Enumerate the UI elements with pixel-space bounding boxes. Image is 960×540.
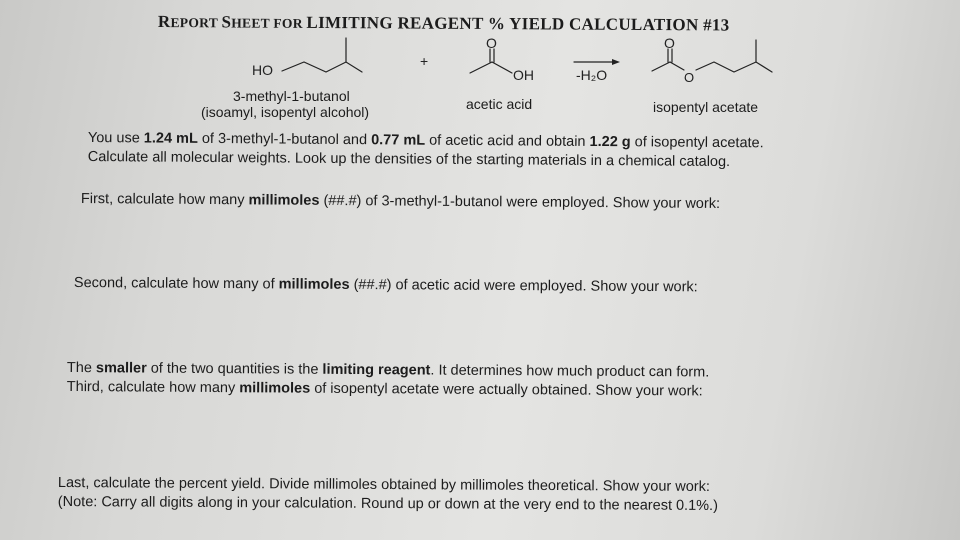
isoamyl-alcohol-structure (282, 62, 362, 72)
product-carbonyl-o-text: O (664, 35, 675, 51)
intro-text: of isopentyl acetate. (630, 134, 764, 152)
ester-o-text: O (684, 70, 695, 85)
q1-text: First, calculate how many (80, 190, 249, 209)
q3-text: The (66, 359, 97, 377)
q1-emphasis: millimoles (248, 192, 320, 209)
q1-text: (##.#) of 3-methyl-1-butanol were employed. Show your work: (319, 192, 721, 213)
title-text: R (157, 12, 171, 32)
title-text: S (221, 12, 232, 32)
plus-sign: + (420, 53, 429, 69)
water-loss-text: -H₂O (576, 67, 608, 83)
carbonyl-o-text: O (486, 35, 497, 51)
q3-text: of the two quantities is the (146, 360, 323, 378)
q3-text: . It determines how much product can form. (430, 362, 710, 381)
intro-paragraph (88, 129, 764, 172)
reactant1-synonyms: (isoamyl, isopentyl alcohol) (201, 104, 370, 121)
q2-text: Second, calculate how many of (73, 274, 279, 293)
title-text: LIMITING REAGENT % YIELD CALCULATION #13 (306, 12, 730, 35)
q4-instruction: Last, calculate the percent yield. Divide millimoles obtained by millimoles theoretical. Show your work: (57, 474, 710, 495)
intro-text: of 3-methyl-1-butanol and (197, 130, 372, 149)
acetic-acid-structure (470, 49, 512, 73)
q3-text: of isopentyl acetate were actually obtained. Show your work: (310, 380, 703, 400)
q4-note: (Note: Carry all digits along in your calculation. Round up or down at the very end to the nearest 0.1%.) (57, 493, 718, 515)
reactant1-label (201, 88, 370, 121)
reactant2-label: acetic acid (466, 96, 533, 112)
q3-emphasis: limiting reagent (322, 361, 431, 379)
question-2 (74, 274, 698, 297)
q3-emphasis: millimoles (239, 380, 311, 397)
oh-group-text: OH (513, 67, 534, 83)
question-3 (67, 359, 710, 401)
q3-text: Third, calculate how many (66, 378, 240, 397)
title-text: HEET FOR (231, 15, 307, 31)
intro-instruction: Calculate all molecular weights. Look up the densities of the starting materials in a chemical catalog. (87, 148, 731, 171)
reactant1-name: 3-methyl-1-butanol (233, 88, 350, 104)
question-4 (58, 474, 718, 516)
title-text: EPORT (170, 15, 222, 31)
q3-emphasis: smaller (95, 360, 147, 377)
product-mass: 1.22 g (589, 133, 631, 151)
reaction-scheme (0, 0, 960, 140)
product-label: isopentyl acetate (653, 99, 759, 115)
acid-volume: 0.77 mL (371, 132, 426, 149)
ho-group-text: HO (252, 62, 273, 78)
alcohol-volume: 1.24 mL (143, 130, 198, 147)
intro-text: of acetic acid and obtain (425, 132, 590, 150)
question-1 (81, 190, 720, 214)
intro-text: You use (87, 129, 144, 147)
q2-text: (##.#) of acetic acid were employed. Show your work: (349, 276, 698, 296)
q2-emphasis: millimoles (278, 276, 350, 293)
